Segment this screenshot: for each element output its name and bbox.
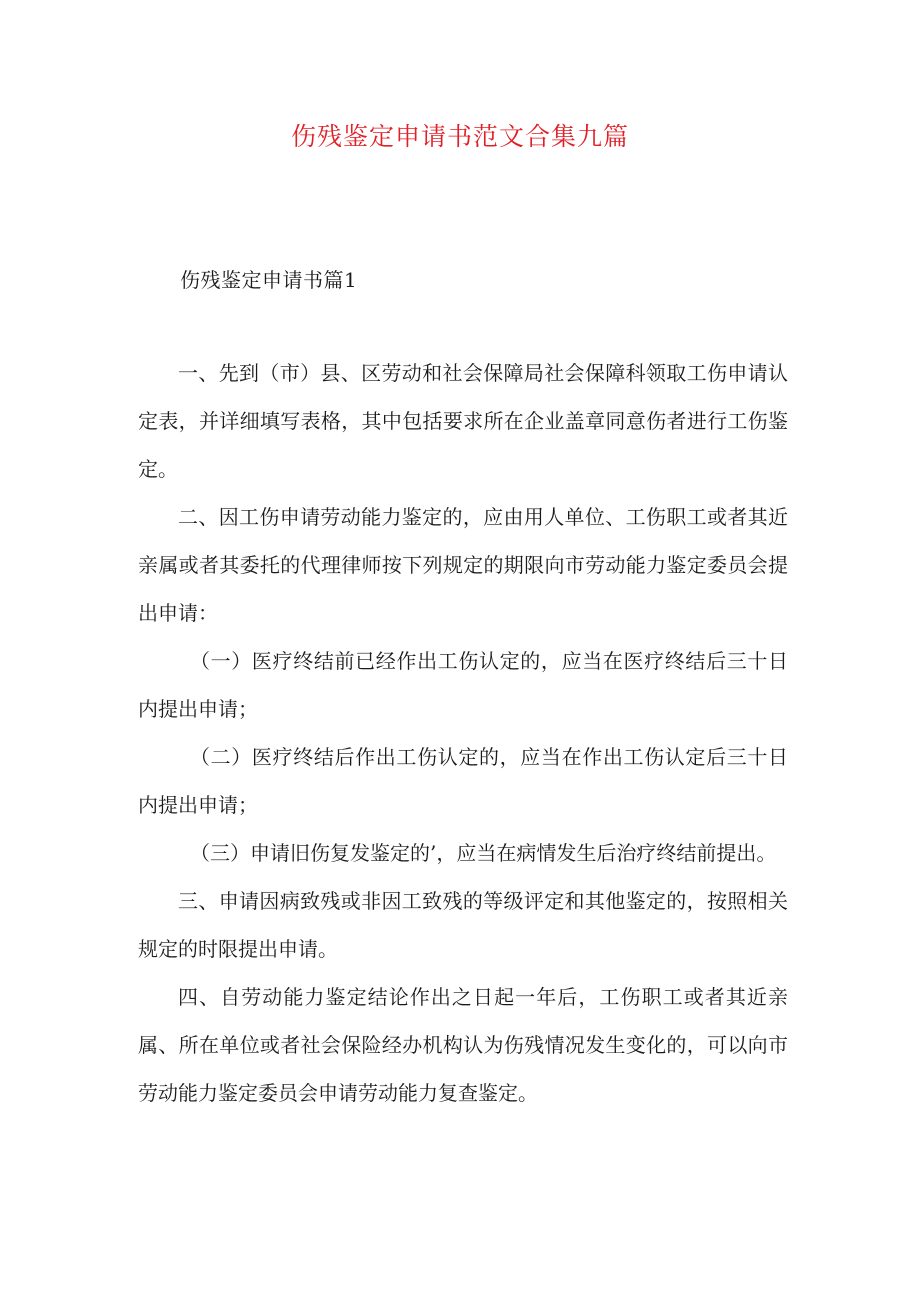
document-body	[138, 349, 788, 1117]
paragraph: 四、自劳动能力鉴定结论作出之日起一年后，工伤职工或者其近亲属、所在单位或者社会保险经办机构认为伤残情况发生变化的，可以向市劳动能力鉴定委员会申请劳动能力复查鉴定。	[138, 985, 788, 1105]
paragraph: （一）医疗终结前已经作出工伤认定的，应当在医疗终结后三十日内提出申请；	[138, 649, 788, 721]
paragraph: 二、因工伤申请劳动能力鉴定的，应由用人单位、工伤职工或者其近亲属或者其委托的代理律师按下列规定的期限向市劳动能力鉴定委员会提出申请：	[138, 505, 788, 625]
paragraph: 三、申请因病致残或非因工致残的等级评定和其他鉴定的，按照相关规定的时限提出申请。	[138, 889, 788, 961]
paragraph: （二）医疗终结后作出工伤认定的，应当在作出工伤认定后三十日内提出申请；	[138, 745, 788, 817]
document-title: 伤残鉴定申请书范文合集九篇	[290, 122, 629, 151]
paragraph: （三）申请旧伤复发鉴定的’，应当在病情发生后治疗终结前提出。	[190, 841, 777, 865]
section-heading: 伤残鉴定申请书篇1	[180, 268, 358, 292]
paragraph: 一、先到（市）县、区劳动和社会保障局社会保障科领取工伤申请认定表，并详细填写表格，其中包括要求所在企业盖章同意伤者进行工伤鉴定。	[138, 361, 788, 481]
